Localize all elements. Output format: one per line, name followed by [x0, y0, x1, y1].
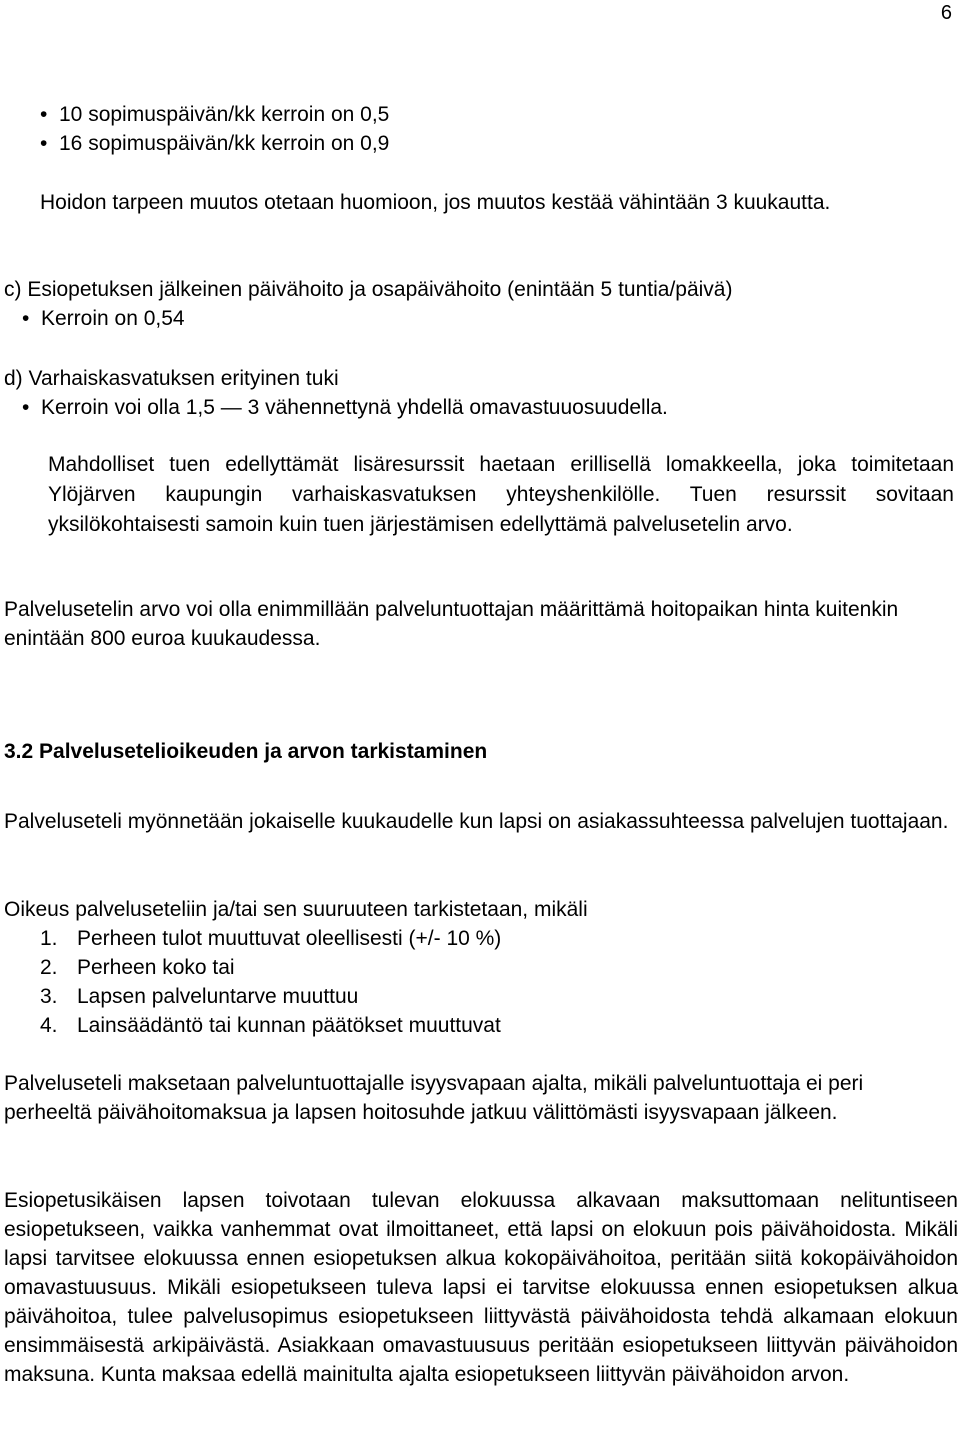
list-item: • 16 sopimuspäivän/kk kerroin on 0,9 — [40, 129, 956, 158]
section-c — [4, 275, 956, 333]
list-item: • Kerroin voi olla 1,5 — 3 vähennettynä yhdellä omavastuuosuudella. — [22, 393, 956, 422]
section-d-list — [22, 393, 956, 422]
paragraph-mahdolliset: Mahdolliset tuen edellyttämät lisäresurssit haetaan erillisellä lomakkeella, joka toimitetaan Ylöjärven kaupungin varhaiskasvatuksen yhteyshenkilölle. Tuen resurssit sovitaan yksilökohtaisesti samoin kuin tuen järjestämisen edellyttämä palvelusetelin arvo. — [48, 453, 954, 536]
paragraph-arvo: Palvelusetelin arvo voi olla enimmillään palveluntuottajan määrittämä hoitopaikan hinta kuitenkin enintään 800 euroa kuukaudessa. — [4, 598, 899, 650]
section-d-title: d) Varhaiskasvatuksen erityinen tuki — [4, 367, 339, 390]
section-oikeus — [4, 895, 956, 1040]
page-number: 6 — [940, 2, 952, 24]
list-item: 4. Lainsäädäntö tai kunnan päätökset muuttuvat — [40, 1014, 501, 1037]
section-d — [4, 364, 956, 422]
list-item: 2. Perheen koko tai — [40, 956, 235, 979]
list-item: • Kerroin on 0,54 — [22, 304, 956, 333]
list-item: • 10 sopimuspäivän/kk kerroin on 0,5 — [40, 100, 956, 129]
section-c-list — [22, 304, 956, 333]
paragraph-myonnetaan: Palveluseteli myönnetään jokaiselle kuukaudelle kun lapsi on asiakassuhteessa palvelujen tuottajaan. — [4, 810, 949, 833]
paragraph-oikeus: Oikeus palveluseteliin ja/tai sen suuruuteen tarkistetaan, mikäli — [4, 898, 588, 921]
section-heading: 3.2 Palvelusetelioikeuden ja arvon tarkistaminen — [4, 740, 488, 763]
paragraph-esiopetus: Esiopetusikäisen lapsen toivotaan tulevan elokuussa alkavaan maksuttomaan nelituntiseen esiopetukseen, vaikka vanhemmat ovat ilmoittaneet, että lapsi on elokuun pois päivähoidosta. Mikäli lapsi tarvitsee elokuussa ennen esiopetuksen alkua kokopäivähoitoa, peritään siitä kokopäivähoidon omavastuusuus. Mikäli esiopetukseen tuleva lapsi ei tarvitse elokuussa ennen esiopetuksen alkua päivähoitoa, tulee palvelusopimus esiopetukseen liittyvästä päivähoidosta tehdä alkamaan elokuun ensimmäisestä arkipäivästä. Asiakkaan omavastuusuus peritään esiopetukseen liittyvän päivähoidon maksuna. Kunta maksaa edellä mainitulta ajalta esiopetukseen liittyvän päivähoidon arvon. — [4, 1189, 958, 1386]
paragraph-hoidon: Hoidon tarpeen muutos otetaan huomioon, jos muutos kestää vähintään 3 kuukautta. — [40, 191, 831, 214]
paragraph-maksetaan: Palveluseteli maksetaan palveluntuottajalle isyysvapaan ajalta, mikäli palveluntuottaja ei peri perheeltä päivähoitomaksua ja lapsen hoitosuhde jatkuu välittömästi isyysvapaan jälkeen. — [4, 1072, 864, 1124]
bullet-list-top — [40, 100, 956, 158]
list-item: 1. Perheen tulot muuttuvat oleellisesti (+/- 10 %) — [40, 927, 502, 950]
section-c-title: c) Esiopetuksen jälkeinen päivähoito ja osapäivähoito (enintään 5 tuntia/päivä) — [4, 278, 733, 301]
list-item: 3. Lapsen palveluntarve muuttuu — [40, 985, 359, 1008]
numbered-list — [40, 924, 956, 1040]
